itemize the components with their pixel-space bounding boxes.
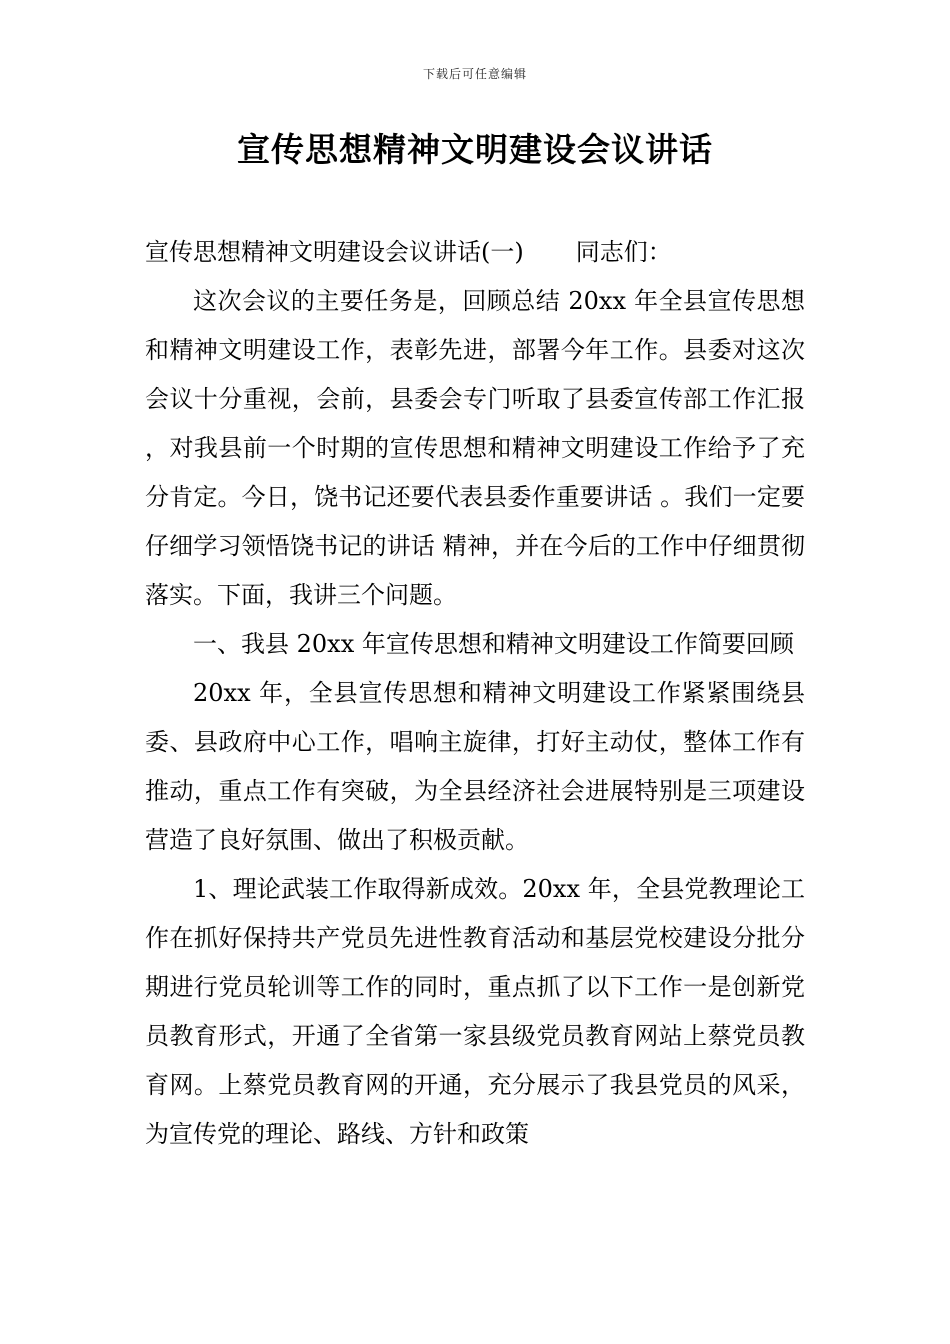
subtitle-line xyxy=(145,228,805,277)
paragraph: 这次会议的主要任务是，回顾总结 20xx 年全县宣传思想和精神文明建设工作，表彰先进，部署今年工作。县委对这次会议十分重视，会前，县委会专门听取了县委宣传部工作汇报 ，对我县前一个时期的宣传思想和精神文明建设工作给予了充分肯定。今日，饶书记还要代表县委作重要讲话 。我们一定要仔细学习领悟饶书记的讲话 精神，并在今后的工作中仔细贯彻落实。下面，我讲三个问题。 xyxy=(145,287,805,609)
document-body xyxy=(145,228,805,1159)
greeting: 同志们： xyxy=(575,238,672,266)
section-heading: 一、我县 20xx 年宣传思想和精神文明建设工作简要回顾 xyxy=(193,630,794,658)
paragraph: 1、理论武装工作取得新成效。20xx 年，全县党教理论工作在抓好保持共产党员先进性教育活动和基层党校建设分批分期进行党员轮训等工作的同时，重点抓了以下工作一是创新党员教育形式，开通了全省第一家县级党员教育网站上蔡党员教育网。上蔡党员教育网的开通，充分展示了我县党员的风采，为宣传党的理论、路线、方针和政策 xyxy=(145,875,805,1148)
header-note: 下载后可任意编辑 xyxy=(422,67,527,81)
subtitle: 宣传思想精神文明建设会议讲话(一) xyxy=(145,238,524,266)
paragraph: 20xx 年，全县宣传思想和精神文明建设工作紧紧围绕县委、县政府中心工作，唱响主旋律，打好主动仗，整体工作有推动，重点工作有突破，为全县经济社会进展特别是三项建设营造了良好氛围、做出了积极贡献。 xyxy=(145,679,805,854)
document-title: 宣传思想精神文明建设会议讲话 xyxy=(237,130,713,169)
